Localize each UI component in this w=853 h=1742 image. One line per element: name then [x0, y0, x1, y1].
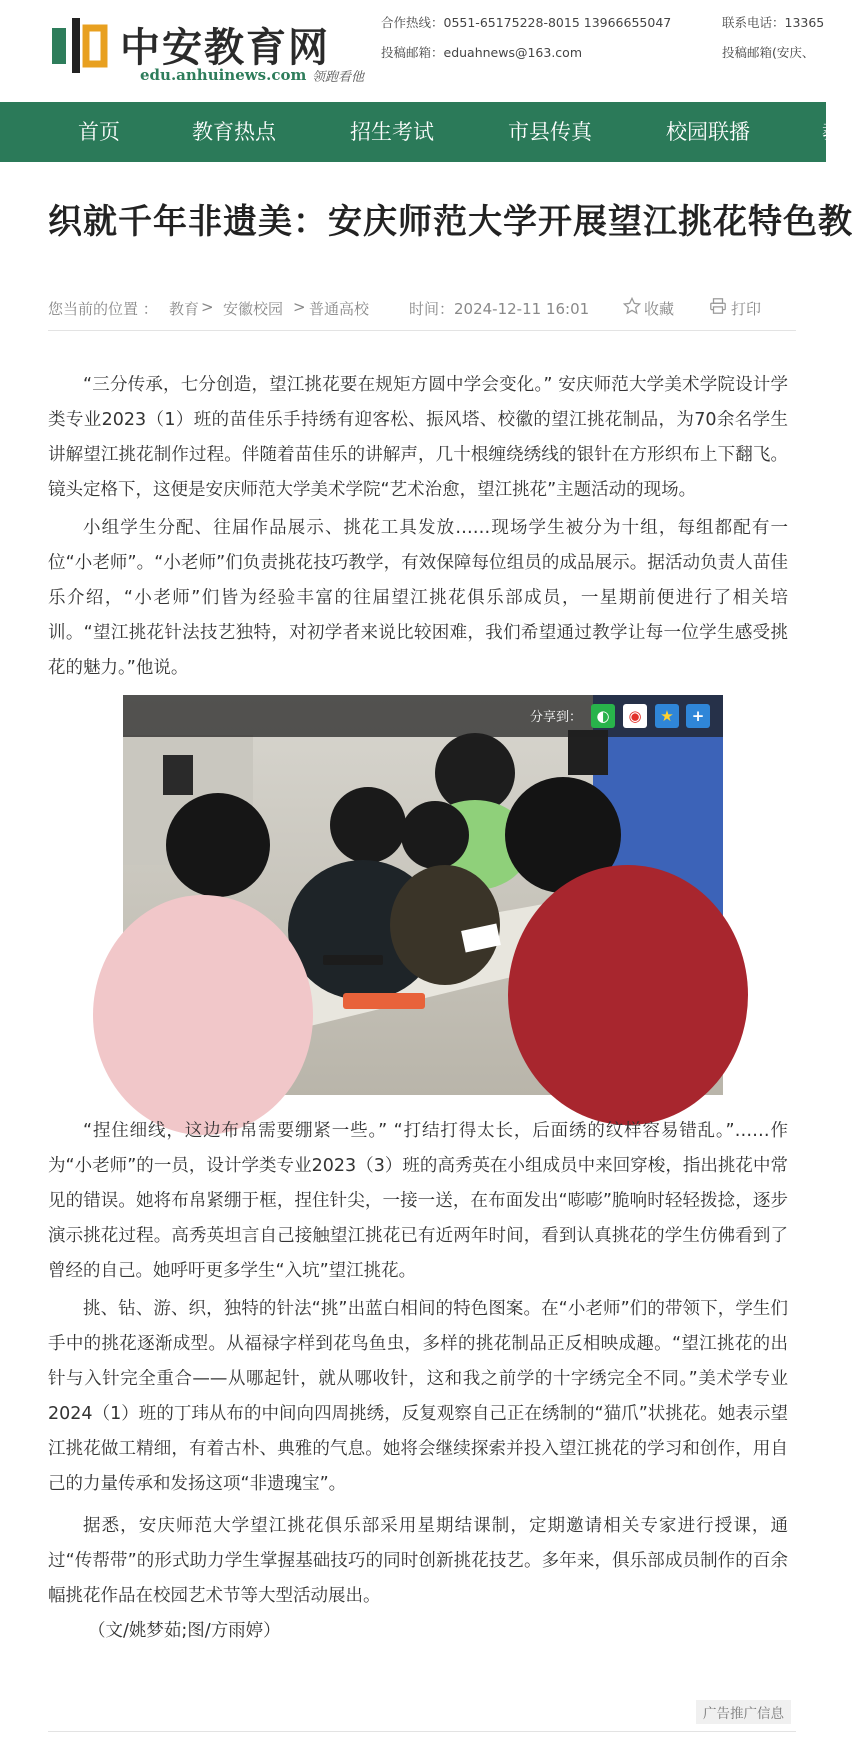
article-paragraph: “三分传承，七分创造，望江挑花要在规矩方圆中学会变化。” 安庆师范大学美术学院设计学类专业2023（1）班的苗佳乐手持绣有迎客松、振风塔、校徽的望江挑花制品，为70余名学生讲解望江挑花制作过程。伴随着苗佳乐的讲解声，几十根缠绕绣线的银针在方形织布上下翻飞。镜头定格下，这便是安庆师范大学美术学院“艺术治愈，望江挑花”主题活动的现场。 [48, 375, 788, 500]
location-label: 您当前的位置 ： [48, 300, 158, 318]
breadcrumb-education[interactable]: 教育 [169, 300, 200, 318]
share-bar [123, 695, 723, 737]
hotline-text: 合作热线：0551-65175228-8015 13966655047 [381, 15, 672, 30]
more-share-icon[interactable]: + [686, 704, 710, 728]
meta-divider [48, 330, 796, 331]
nav-item-campus[interactable]: 校园联播 [666, 120, 750, 144]
article-paragraph: 挑、钻、游、织，独特的针法“挑”出蓝白相间的特色图案。在“小老师”们的带领下，学生们手中的挑花逐渐成型。从福禄字样到花鸟鱼虫，多样的挑花制品正反相映成趣。“望江挑花的出针与入针完全重合——从哪起针，就从哪收针，这和我之前学的十字绣完全不同。”美术学专业2024（1）班的丁玮从布的中间向四周挑绣，反复观察自己正在绣制的“猫爪”状挑花。她表示望江挑花做工精细，有着古朴、典雅的气息。她将会继续探索并投入望江挑花的学习和创作，用自己的力量传承和发扬这项“非遗瑰宝”。 [48, 1299, 788, 1494]
nav-item-home[interactable]: 首页 [78, 120, 120, 144]
qzone-share-icon[interactable]: ★ [655, 704, 679, 728]
site-logo[interactable] [50, 14, 380, 94]
wechat-share-icon[interactable]: ◐ [591, 704, 615, 728]
phone-right-text: 联系电话：13365 [722, 15, 825, 30]
share-label: 分享到： [530, 710, 583, 725]
site-header [0, 0, 826, 102]
nav-item-exam[interactable]: 招生考试 [350, 120, 434, 144]
print-button[interactable]: 打印 [731, 300, 762, 318]
email-text: 投稿邮箱：eduahnews@163.com [381, 45, 583, 60]
breadcrumb-university[interactable]: 普通高校 [309, 300, 370, 318]
main-nav [0, 102, 843, 162]
favorite-button[interactable]: 收藏 [644, 300, 675, 318]
article-paragraph: 小组学生分配、往届作品展示、挑花工具发放……现场学生被分为十组，每组都配有一位“小老师”。“小老师”们负责挑花技巧教学，有效保障每位组员的成品展示。据活动负责人苗佳乐介绍，“小老师”们皆为经验丰富的往届望江挑花俱乐部成员，一星期前便进行了相关培训。“望江挑花针法技艺独特，对初学者来说比较困难，我们希望通过教学让每一位学生感受挑花的魅力。”他说。 [48, 518, 788, 678]
nav-item-more[interactable]: 教 [822, 120, 843, 144]
breadcrumb-sep: > [293, 298, 306, 316]
logo-url: edu.anhuinews.com [140, 66, 307, 84]
logo-text: 中安教育网 [120, 24, 330, 71]
article-title: 织就千年非遗美：安庆师范大学开展望江挑花特色教 [48, 202, 853, 242]
bottom-divider [48, 1731, 796, 1732]
nav-item-county[interactable]: 市县传真 [508, 120, 592, 144]
article-paragraph: 据悉，安庆师范大学望江挑花俱乐部采用星期结课制，定期邀请相关专家进行授课，通过“传帮带”的形式助力学生掌握基础技巧的同时创新挑花技艺。多年来，俱乐部成员制作的百余幅挑花作品在校园艺术节等大型活动展出。 [48, 1516, 788, 1606]
breadcrumb-campus[interactable]: 安徽校园 [223, 300, 284, 318]
article-paragraph: “捏住细线，这边布帛需要绷紧一些。” “打结打得太长，后面绣的纹样容易错乱。”……作为“小老师”的一员，设计学类专业2023（3）班的高秀英在小组成员中来回穿梭，指出挑花中常见的错误。她将布帛紧绷于框，捏住针尖，一接一送，在布面发出“嘭嘭”脆响时轻轻拨捻，逐步演示挑花过程。高秀英坦言自己接触望江挑花已有近两年时间，看到认真挑花的学生仿佛看到了曾经的自己。她呼吁更多学生“入坑”望江挑花。 [48, 1121, 788, 1281]
article-credit: （文/姚梦茹;图/方雨婷） [88, 1621, 281, 1641]
ad-label: 广告推广信息 [696, 1700, 791, 1724]
logo-slogan: 领跑看他 [312, 70, 365, 85]
logo-mark-icon [50, 14, 110, 74]
nav-item-hot[interactable]: 教育热点 [192, 120, 276, 144]
article-photo [123, 695, 723, 1095]
publish-time: 时间：2024-12-11 16:01 [409, 300, 590, 318]
breadcrumb-sep: > [201, 298, 214, 316]
classroom-photo-illustration [123, 695, 723, 1095]
email-right-text: 投稿邮箱(安庆、 [722, 45, 815, 60]
printer-icon [709, 297, 727, 319]
star-icon [623, 297, 641, 319]
article-meta [48, 298, 798, 322]
weibo-share-icon[interactable]: ◉ [623, 704, 647, 728]
